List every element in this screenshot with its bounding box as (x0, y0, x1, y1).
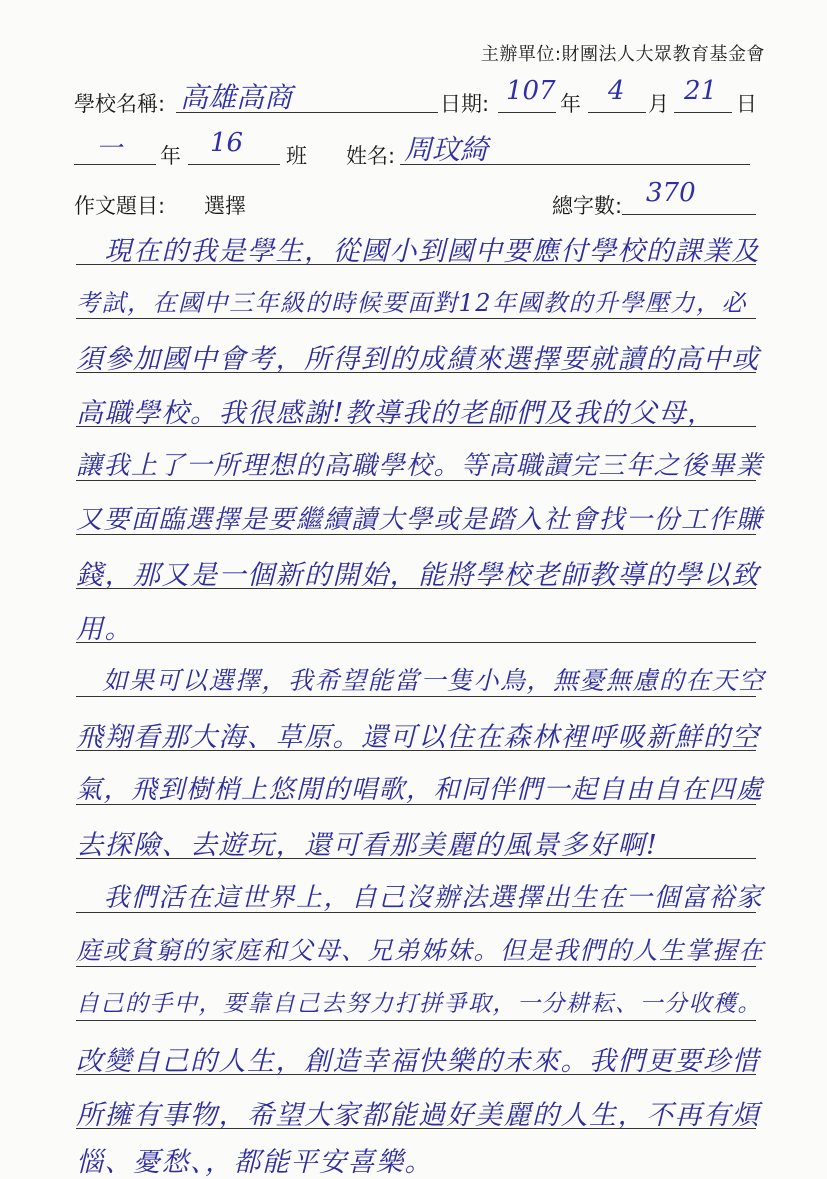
essay-line: 用。 (76, 614, 133, 645)
essay-line: 高職學校。我很感謝!教導我的老師們及我的父母， (76, 398, 716, 429)
sponsor-line: 主辦單位:財團法人大眾教育基金會 (480, 44, 765, 65)
rule-line (76, 1020, 756, 1021)
essay-line: 又要面臨選擇是要繼續讀大學或是踏入社會找一份工作賺 (76, 505, 764, 535)
class-label: 班 (286, 144, 307, 168)
day-value: 21 (684, 76, 718, 106)
day-label: 日 (736, 92, 757, 116)
class-value: 16 (210, 128, 244, 158)
essay-line: 須參加國中會考，所得到的成績來選擇要就讀的高中或 (76, 344, 760, 375)
wordcount-value: 370 (646, 178, 696, 208)
essay-line: 自己的手中，要靠自己去努力打拼爭取，一分耕耘、一分收穫。 (76, 991, 762, 1017)
essay-line: 現在的我是學生，從國小到國中要應付學校的課業及 (76, 236, 760, 267)
month-label: 月 (648, 92, 669, 116)
date-label: 日期: (440, 92, 490, 116)
essay-line: 去探險、去遊玩，還可看那美麗的風景多好啊! (76, 830, 659, 861)
day-field (674, 76, 732, 113)
grade-value: 一 (96, 134, 123, 164)
essay-line: 改變自己的人生，創造幸福快樂的未來。我們更要珍惜 (76, 1046, 760, 1077)
month-value: 4 (608, 76, 625, 106)
school-label: 學校名稱: (74, 92, 166, 116)
grade-label: 年 (160, 144, 181, 168)
essay-line: 飛翔看那大海、草原。還可以住在森林裡呼吸新鮮的空 (76, 722, 760, 753)
school-field (176, 82, 438, 113)
class-name-row (74, 128, 764, 170)
essay-line: 惱、憂愁、，都能平安喜樂。 (76, 1147, 433, 1178)
essay-line: 錢，那又是一個新的開始，能將學校老師教導的學以致 (76, 560, 760, 591)
essay-line: 庭或貧窮的家庭和父母、兄弟姊妹。但是我們的人生掌握在 (76, 936, 766, 965)
school-value: 高雄高商 (180, 81, 293, 114)
topic-row (74, 178, 764, 220)
wordcount-field (622, 178, 756, 215)
grade-field (74, 134, 156, 165)
essay-line: 氣，飛到樹梢上悠閒的唱歌，和同伴們一起自由自在四處 (76, 775, 764, 805)
essay-line: 考試，在國中三年級的時候要面對12年國教的升學壓力，必 (76, 289, 748, 317)
month-field (588, 76, 646, 113)
year-value: 107 (506, 76, 556, 106)
essay-line: 所擁有事物，希望大家都能過好美麗的人生，不再有煩 (76, 1100, 760, 1131)
year-label: 年 (560, 92, 581, 116)
class-field (188, 128, 280, 165)
essay-line: 我們活在這世界上，自己沒辦法選擇出生在一個富裕家 (76, 883, 764, 913)
name-label: 姓名: (346, 144, 396, 168)
year-field (498, 76, 556, 113)
essay-line: 如果可以選擇，我希望能當一隻小鳥，無憂無慮的在天空 (76, 666, 766, 695)
essay-line: 讓我上了一所理想的高職學校。等高職讀完三年之後畢業 (76, 451, 764, 481)
school-date-row (74, 76, 764, 118)
wordcount-label: 總字數: (552, 194, 623, 218)
name-field (400, 134, 750, 165)
name-value: 周玟綺 (404, 133, 489, 166)
topic-label: 作文題目: (74, 194, 166, 218)
topic-value: 選擇 (204, 194, 246, 218)
rule-line (76, 318, 756, 319)
